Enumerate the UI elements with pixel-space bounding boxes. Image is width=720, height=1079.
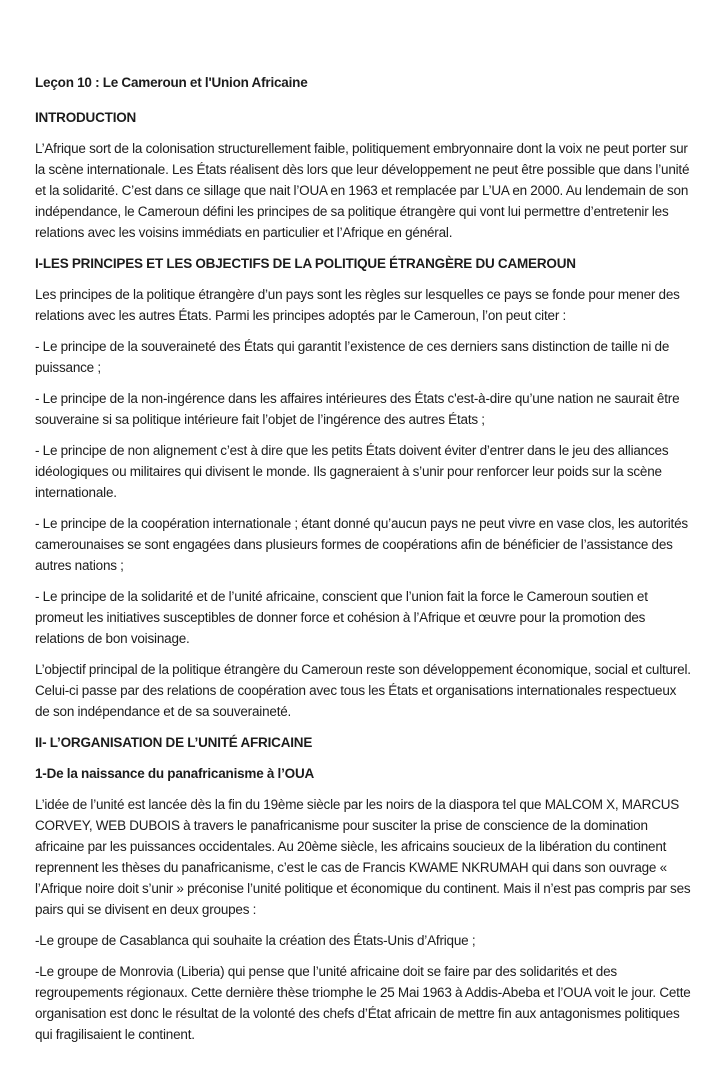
monrovia-group-item: -Le groupe de Monrovia (Liberia) qui pense que l’unité africaine doit se faire par des solidarités et des regroupements régionaux. Cette dernière thèse triomphe le 25 Mai 1963 à Addis-Abeba et l’OUA voit le jour. Cette organisation est donc le résultat de la volonté des chefs d’État africain de mettre fin aux antagonismes politiques qui fragilisaient le continent. <box>35 964 691 1042</box>
section-1-heading: I-LES PRINCIPES ET LES OBJECTIFS DE LA POLITIQUE ÉTRANGÈRE DU CAMEROUN <box>35 256 576 271</box>
principle-non-alignment-item: - Le principe de non alignement c’est à dire que les petits États doivent éviter d’entrer dans le jeu des alliances idéologiques ou militaires qui divisent le monde. Ils gagneraient à s’unir pour renforcer leur poids sur la scène internationale. <box>35 443 669 500</box>
document-body <box>35 72 692 1045</box>
principle-non-interference-item: - Le principe de la non-ingérence dans les affaires intérieures des États c'est-à-dire qu’une nation ne saurait être souveraine si sa politique intérieure fait l’objet de l’ingérence des autres États ; <box>35 391 680 427</box>
casablanca-group-item: -Le groupe de Casablanca qui souhaite la création des États-Unis d’Afrique ; <box>35 933 476 948</box>
section-2-heading: II- L’ORGANISATION DE L’UNITÉ AFRICAINE <box>35 735 313 750</box>
principles-intro-paragraph: Les principes de la politique étrangère d’un pays sont les règles sur lesquelles ce pays se fonde pour mener des relations avec les autres États. Parmi les principes adoptés par le Cameroun, l’on peut citer : <box>35 287 680 323</box>
principle-solidarity-item: - Le principe de la solidarité et de l’unité africaine, conscient que l’union fait la force le Cameroun soutien et promeut les initiatives susceptibles de donner force et cohésion à l’Afrique et œuvre pour la promotion des relations de bon voisinage. <box>35 589 648 646</box>
lesson-title: Leçon 10 : Le Cameroun et l'Union Africaine <box>35 75 308 90</box>
subsection-2-1-heading: 1-De la naissance du panafricanisme à l’OUA <box>35 766 315 781</box>
introduction-heading: INTRODUCTION <box>35 110 137 125</box>
introduction-paragraph: L’Afrique sort de la colonisation structurellement faible, politiquement embryonnaire dont la voix ne peut porter sur la scène internationale. Les États réalisent dès lors que leur développement ne peut être possible que dans l’unité et la solidarité. C’est dans ce sillage que nait l’OUA en 1963 et remplacée par L’UA en 2000. Au lendemain de son indépendance, le Cameroun défini les principes de sa politique étrangère qui vont lui permettre d’entretenir les relations avec les voisins immédiats en particulier et l’Afrique en général. <box>35 141 690 240</box>
principle-sovereignty-item: - Le principe de la souveraineté des États qui garantit l’existence de ces derniers sans distinction de taille ni de puissance ; <box>35 339 670 375</box>
panafricanism-paragraph: L’idée de l’unité est lancée dès la fin du 19ème siècle par les noirs de la diaspora tel que MALCOM X, MARCUS CORVEY, WEB DUBOIS à travers le panafricanisme pour susciter la prise de conscience de la domination africaine par les puissances occidentales. Au 20ème siècle, les africains soucieux de la libération du continent reprennent les thèses du panafricanisme, c’est le cas de Francis KWAME NKRUMAH qui dans son ouvrage « l’Afrique noire doit s’unir » préconise l’unité politique et économique du continent. Mais il n’est pas compris par ses pairs qui se divisent en deux groupes : <box>35 797 691 917</box>
principle-international-cooperation-item: - Le principe de la coopération internationale ; étant donné qu’aucun pays ne peut vivre en vase clos, les autorités camerounaises se sont engagées dans plusieurs formes de coopérations afin de bénéficier de l’assistance des autres nations ; <box>35 516 688 573</box>
objective-paragraph: L’objectif principal de la politique étrangère du Cameroun reste son développement économique, social et culturel. Celui-ci passe par des relations de coopération avec tous les États et organisations internationales respectueux de son indépendance et de sa souveraineté. <box>35 662 691 719</box>
